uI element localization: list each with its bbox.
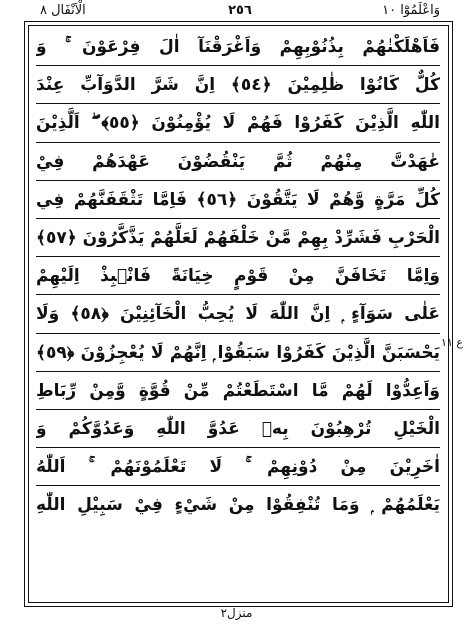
text-line: كُلِّ مَرَّةٍ وَّهُمْ لَا يَتَّقُوْنَ ﴿٥٦﴾ فَاِمَّا تَثْقَفَنَّهُمْ فِي [36,181,440,219]
quran-text-block [36,28,440,524]
juz-name: وَاعْلَمُوْٓا ١٠ [382,3,440,18]
text-line: يَحْسَبَنَّ الَّذِيْنَ كَفَرُوْا سَبَقُوْا ۭ اِنَّهُمْ لَا يُعْجِزُوْنَ ﴿٥٩﴾ [36,334,440,372]
surah-name: الْاَنْفَال ٨ [40,3,86,18]
text-line: كُلٌّ كَانُوْا ظٰلِمِيْنَ ﴿٥٤﴾ اِنَّ شَرَّ الدَّوَآبِّ عِنْدَ [36,66,440,104]
page-header [40,2,440,22]
text-line: وَاِمَّا تَخَافَنَّ مِنْ قَوْمٍ خِيَانَةً فَانْۢبِذْ اِلَيْهِمْ [36,257,440,295]
text-line: عَلٰى سَوَآءٍ ۭ اِنَّ اللّٰهَ لَا يُحِبُّ الْخَآئِنِيْنَ ﴿٥٨﴾ وَلَا [36,295,440,333]
ruku-marker: ع ١١ [441,336,463,349]
text-line: يَعْلَمُهُمْ ۭ وَمَا تُنْفِقُوْا مِنْ شَيْءٍ فِيْ سَبِيْلِ اللّٰهِ [36,495,440,516]
text-line: اٰخَرِيْنَ مِنْ دُوْنِهِمْ ۚ لَا تَعْلَمُوْنَهُمْ ۚ اَللّٰهُ [36,448,440,486]
text-line: وَاَعِدُّوْا لَهُمْ مَّا اسْتَطَعْتُمْ مِّنْ قُوَّةٍ وَّمِنْ رِّبَاطِ [36,372,440,410]
text-line: اللّٰهِ الَّذِيْنَ كَفَرُوْا فَهُمْ لَا يُؤْمِنُوْنَ ﴿٥٥﴾ ۖ اَلَّذِيْنَ [36,104,440,142]
text-line: الْخَيْلِ تُرْهِبُوْنَ بِهٖ عَدُوَّ اللّٰهِ وَعَدُوَّكُمْ وَ [36,410,440,448]
page-number: ٢٥٦ [228,3,252,18]
text-line: الْحَرْبِ فَشَرِّدْ بِهِمْ مَّنْ خَلْفَهُمْ لَعَلَّهُمْ يَذَّكَّرُوْنَ ﴿٥٧﴾ [36,219,440,257]
manzil-footer: منزل٢ [220,606,253,620]
text-line: فَاَهْلَكْنٰهُمْ بِذُنُوْبِهِمْ وَاَغْرَقْنَآ اٰلَ فِرْعَوْنَ ۚ وَ [36,28,440,66]
text-line: عٰهَدْتَّ مِنْهُمْ ثُمَّ يَنْقُضُوْنَ عَهْدَهُمْ فِيْ [36,143,440,181]
